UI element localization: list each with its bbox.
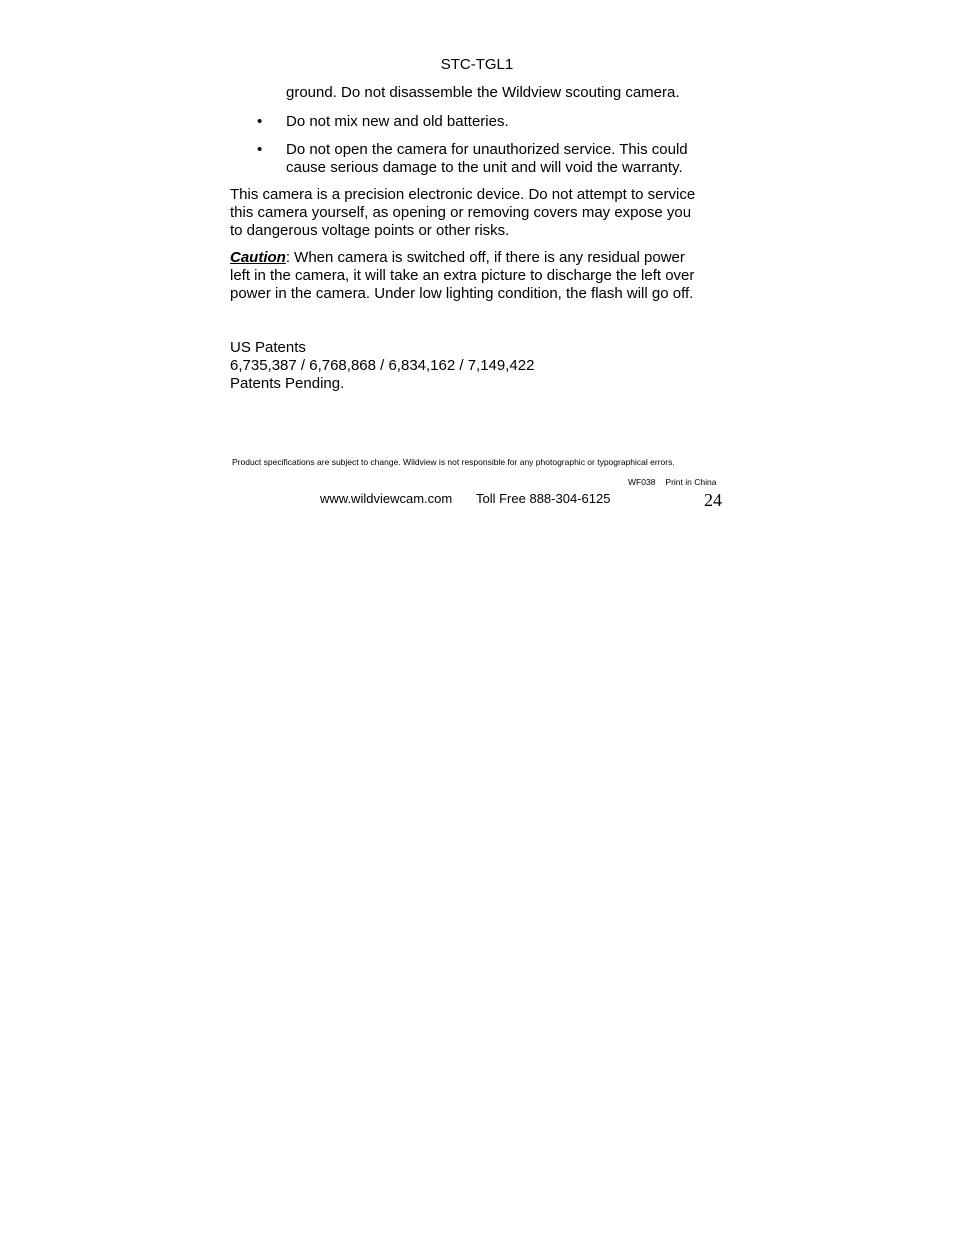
paragraph-line: this camera yourself, as opening or removing covers may expose you [230,204,692,221]
footer-website-link[interactable]: www.wildviewcam.com [320,491,453,506]
footer-codes [628,477,716,487]
patents-pending: Patents Pending. [230,375,345,392]
bullet-item-batteries [257,113,509,131]
page-number: 24 [704,490,722,510]
precision-paragraph [230,186,730,240]
caution-label: Caution [230,249,286,266]
caution-paragraph [230,249,730,303]
footer-disclaimer: Product specifications are subject to change. Wildview is not responsible for any photographic or typographical errors. [232,457,675,467]
footer-phone: Toll Free 888-304-6125 [476,491,611,506]
bullet-icon: • [257,113,263,130]
document-header-model: STC-TGL1 [440,56,514,73]
caution-first-line-rest: : When camera is switched off, if there is any residual power [285,249,685,266]
paragraph-line: to dangerous voltage points or other risks. [230,222,510,239]
continuation-text: ground. Do not disassemble the Wildview scouting camera. [286,84,680,101]
paragraph-line: This camera is a precision electronic device. Do not attempt to service [230,186,696,203]
bullet-text-line: Do not open the camera for unauthorized service. This could [286,141,688,158]
patents-block [230,339,534,393]
bullet-item-service [257,141,688,177]
bullet-icon: • [257,141,263,158]
caution-first-line [230,249,730,267]
print-origin: Print in China [665,477,717,487]
bullet-text-line: cause serious damage to the unit and will void the warranty. [286,159,683,176]
bullet-text: Do not mix new and old batteries. [286,113,509,130]
patents-title: US Patents [230,339,306,356]
paragraph-line: left in the camera, it will take an extra picture to discharge the left over [230,267,695,284]
product-code: WF038 [628,477,656,487]
patents-numbers: 6,735,387 / 6,768,868 / 6,834,162 / 7,149,422 [230,357,535,374]
paragraph-line: power in the camera. Under low lighting condition, the flash will go off. [230,285,694,302]
